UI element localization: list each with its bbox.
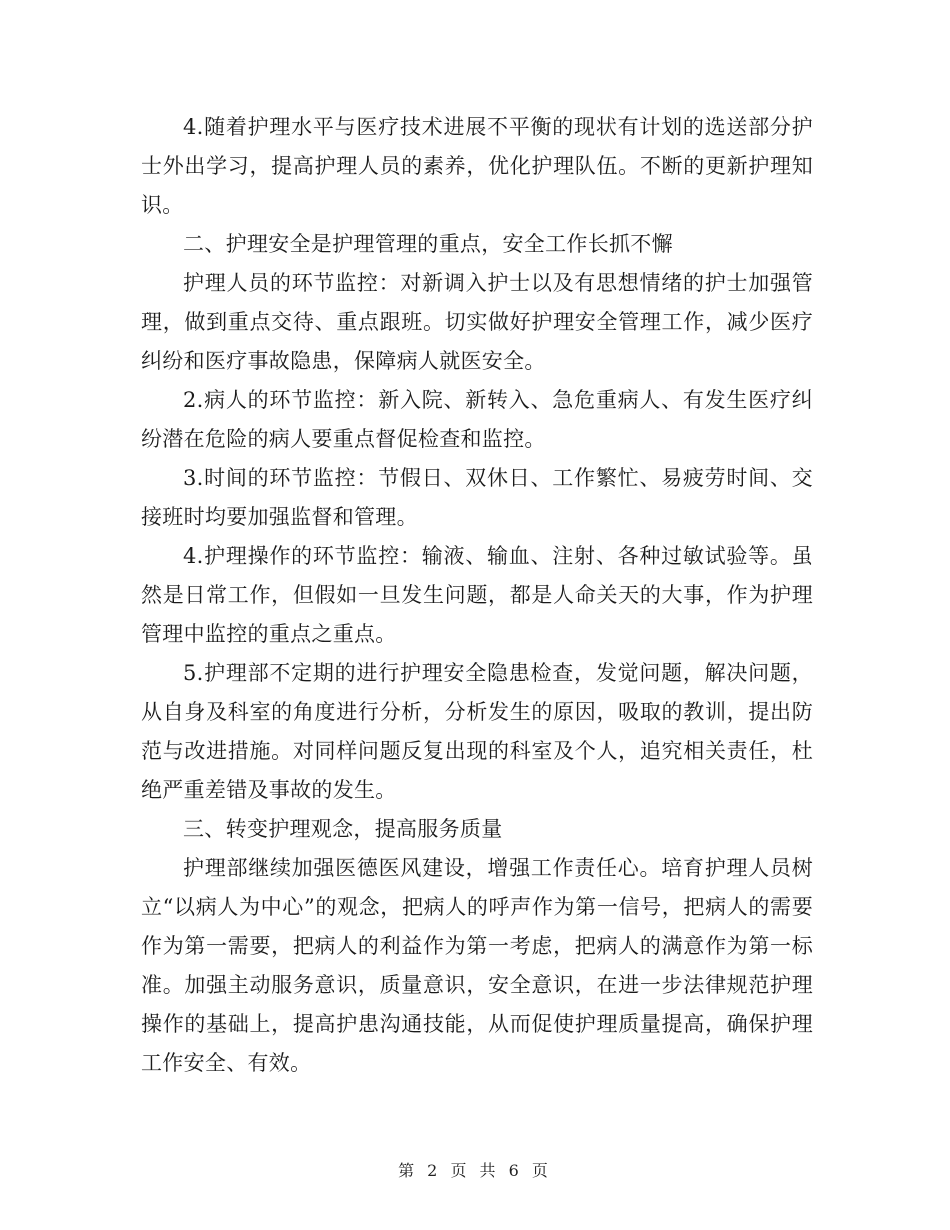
paragraph-safety-inspection: 5.护理部不定期的进行护理安全隐患检查，发觉问题，解决问题，从自身及科室的角度进行分析，分析发生的原因，吸取的教训，提出防范与改进措施。对同样问题反复出现的科室及个人，追究相关责任，杜绝严重差错及事故的发生。 (141, 661, 813, 802)
paragraph-time-monitoring: 3.时间的环节监控：节假日、双休日、工作繁忙、易疲劳时间、交接班时均要加强监督和管理。 (141, 466, 813, 529)
paragraph-staff-monitoring: 护理人员的环节监控：对新调入护士以及有思想情绪的护士加强管理，做到重点交待、重点跟班。切实做好护理安全管理工作，减少医疗纠纷和医疗事故隐患，保障病人就医安全。 (141, 271, 813, 373)
section-heading-3: 三、转变护理观念，提高服务质量 (183, 817, 503, 841)
paragraph-patient-monitoring: 2.病人的环节监控：新入院、新转入、急危重病人、有发生医疗纠纷潜在危险的病人要重点督促检查和监控。 (141, 388, 813, 451)
section-heading-2: 二、护理安全是护理管理的重点，安全工作长抓不懈 (183, 232, 673, 256)
paragraph-service-quality: 护理部继续加强医德医风建设，增强工作责任心。培育护理人员树立“以病人为中心”的观念，把病人的呼声作为第一信号，把病人的需要作为第一需要，把病人的利益作为第一考虑，把病人的满意作为第一标准。加强主动服务意识，质量意识，安全意识，在进一步法律规范护理操作的基础上，提高护患沟通技能，从而促使护理质量提高，确保护理工作安全、有效。 (141, 856, 813, 1075)
page-number-footer: 第 2 页 共 6 页 (398, 1161, 552, 1180)
paragraph-operation-monitoring: 4.护理操作的环节监控：输液、输血、注射、各种过敏试验等。虽然是日常工作，但假如一旦发生问题，都是人命关天的大事，作为护理管理中监控的重点之重点。 (141, 544, 813, 646)
document-body (141, 108, 813, 1083)
paragraph-item-4-training: 4.随着护理水平与医疗技术进展不平衡的现状有计划的选送部分护士外出学习，提高护理人员的素养，优化护理队伍。不断的更新护理知识。 (141, 115, 813, 217)
